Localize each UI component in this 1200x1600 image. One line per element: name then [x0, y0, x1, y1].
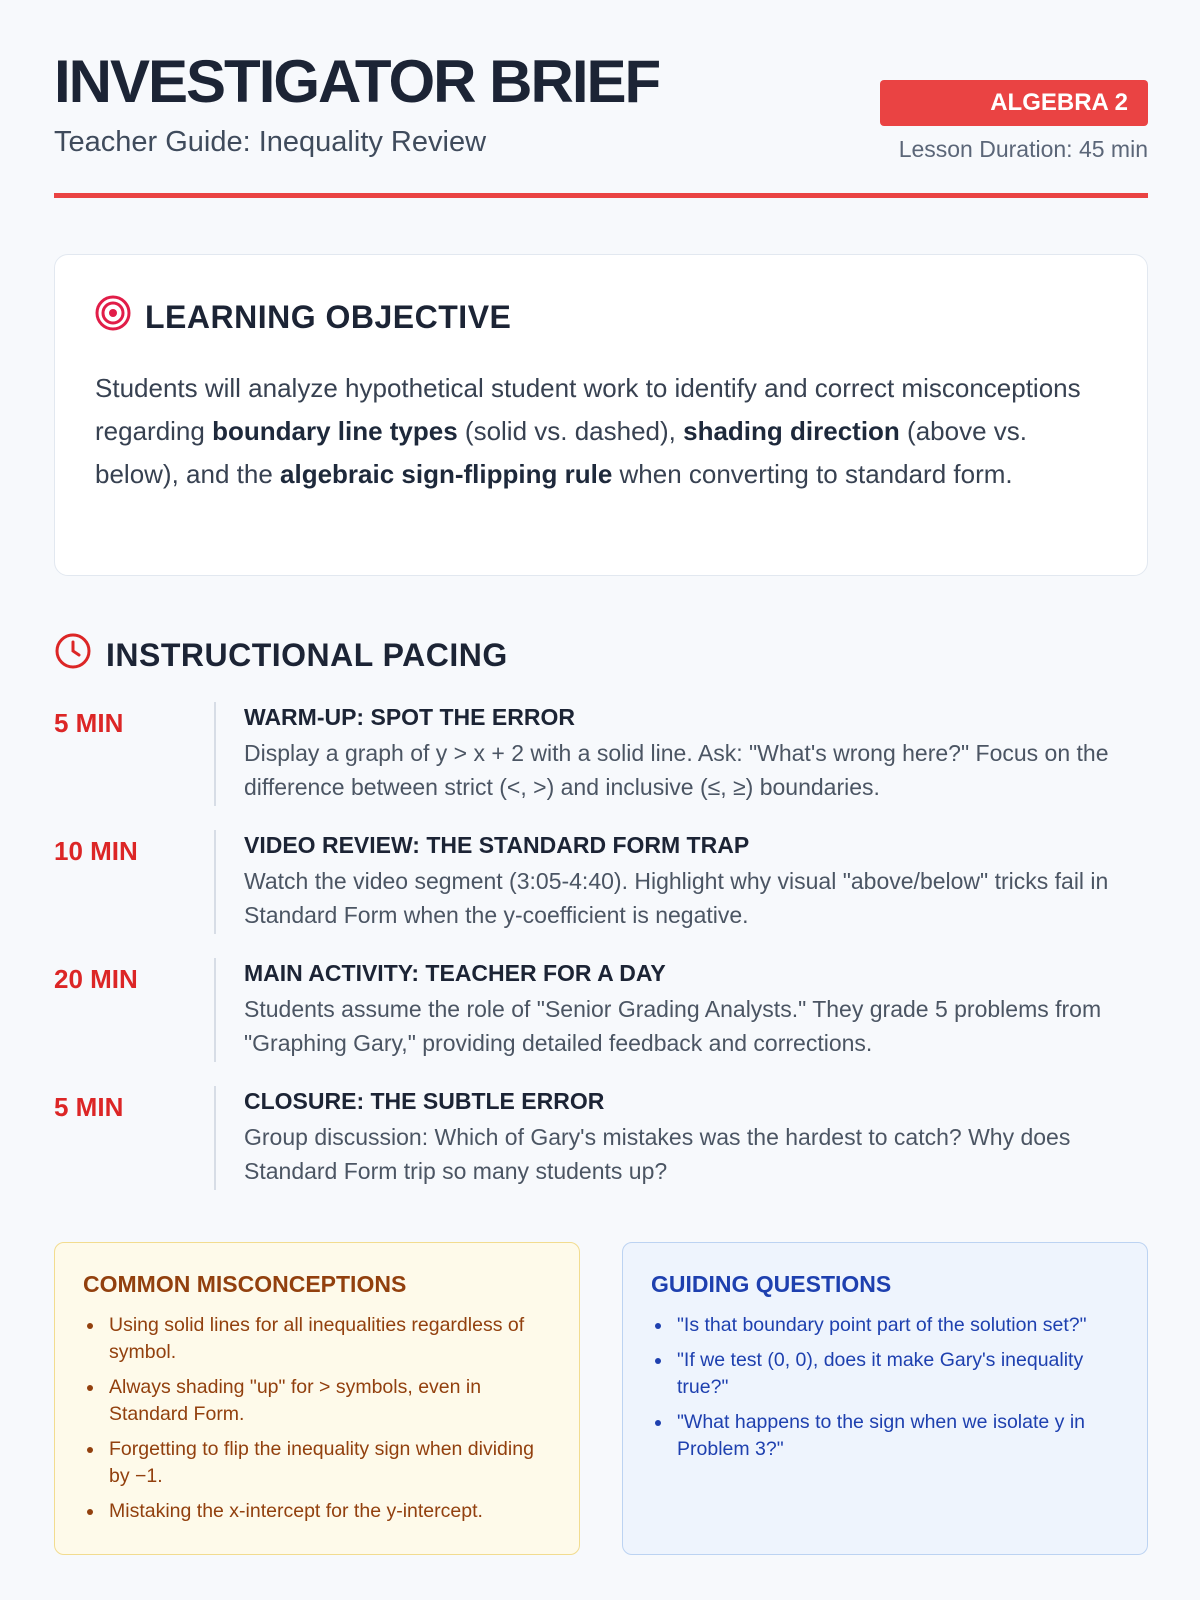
objective-text: Students will analyze hypothetical student work to identify and correct misconceptions regarding boundary line types (solid vs. dashed), shading direction (above vs. below), and the algebraic sign-flipping rule when converting to standard form.: [95, 373, 1081, 489]
pacing-divider: [214, 1086, 216, 1190]
pacing-divider: [214, 958, 216, 1062]
pacing-time: 5 MIN: [54, 1092, 124, 1122]
pacing-description: Students assume the role of "Senior Grading Analysts." They grade 5 problems from "Graphing Gary," providing detailed feedback and corrections.: [244, 996, 1102, 1056]
pacing-heading: INSTRUCTIONAL PACING: [106, 636, 508, 673]
objective-emphasis: boundary line types: [212, 416, 458, 446]
page: [54, 0, 1148, 1522]
list-item: Forgetting to flip the inequality sign when dividing by −1.: [83, 1436, 553, 1490]
pacing-content: [244, 702, 1148, 804]
objective-heading-row: [95, 295, 1107, 339]
pacing-time: 5 MIN: [54, 708, 124, 738]
list-item: "Is that boundary point part of the solution set?": [651, 1312, 1121, 1339]
pacing-time: 20 MIN: [54, 964, 138, 994]
list-item: Always shading "up" for > symbols, even in Standard Form.: [83, 1374, 553, 1428]
pacing-heading-row: [54, 632, 508, 678]
guiding-questions-title: GUIDING QUESTIONS: [651, 1271, 892, 1297]
pacing-divider: [214, 702, 216, 806]
pacing-description: Watch the video segment (3:05-4:40). Highlight why visual "above/below" tricks fail in Standard Form when the y-coefficient is negative.: [244, 868, 1109, 928]
list-item: Using solid lines for all inequalities regardless of symbol.: [83, 1312, 553, 1366]
pacing-description: Display a graph of y > x + 2 with a solid line. Ask: "What's wrong here?" Focus on the difference between strict (<, >) and inclusive (≤, ≥) boundaries.: [244, 740, 1109, 800]
objective-emphasis: algebraic sign-flipping rule: [280, 459, 613, 489]
guiding-questions-list: [651, 1312, 1121, 1463]
clock-icon: [54, 632, 92, 678]
guiding-questions-box: [622, 1242, 1148, 1555]
pacing-time: 10 MIN: [54, 836, 138, 866]
pacing-item: [54, 702, 1148, 830]
pacing-content: [244, 830, 1148, 932]
objective-emphasis: shading direction: [683, 416, 900, 446]
pacing-title: MAIN ACTIVITY: TEACHER FOR A DAY: [244, 960, 666, 986]
misconceptions-list: [83, 1312, 553, 1525]
lesson-duration: Lesson Duration: 45 min: [898, 136, 1148, 162]
pacing-divider: [214, 830, 216, 934]
pacing-content: [244, 1086, 1148, 1188]
misconceptions-title: COMMON MISCONCEPTIONS: [83, 1271, 407, 1297]
pacing-title: CLOSURE: THE SUBTLE ERROR: [244, 1088, 605, 1114]
target-icon: [95, 295, 131, 339]
header: [54, 0, 1148, 200]
pacing-title: VIDEO REVIEW: THE STANDARD FORM TRAP: [244, 832, 750, 858]
pacing-content: [244, 958, 1148, 1060]
pacing-item: [54, 830, 1148, 958]
page-title: INVESTIGATOR BRIEF: [54, 48, 660, 115]
pacing-item: [54, 1086, 1148, 1214]
pacing-description: Group discussion: Which of Gary's mistakes was the hardest to catch? Why does Standard Form trip so many students up?: [244, 1124, 1071, 1184]
subject-badge: ALGEBRA 2: [880, 80, 1148, 126]
pacing-title: WARM-UP: SPOT THE ERROR: [244, 704, 575, 730]
pacing-item: [54, 958, 1148, 1086]
misconceptions-box: [54, 1242, 580, 1555]
learning-objective-card: [54, 254, 1148, 576]
header-divider: [54, 193, 1148, 198]
list-item: "If we test (0, 0), does it make Gary's inequality true?": [651, 1347, 1121, 1401]
pacing-list: [54, 702, 1148, 1214]
list-item: "What happens to the sign when we isolate y in Problem 3?": [651, 1409, 1121, 1463]
objective-heading: LEARNING OBJECTIVE: [145, 298, 512, 335]
list-item: Mistaking the x-intercept for the y-intercept.: [83, 1498, 553, 1525]
page-subtitle: Teacher Guide: Inequality Review: [54, 126, 487, 158]
